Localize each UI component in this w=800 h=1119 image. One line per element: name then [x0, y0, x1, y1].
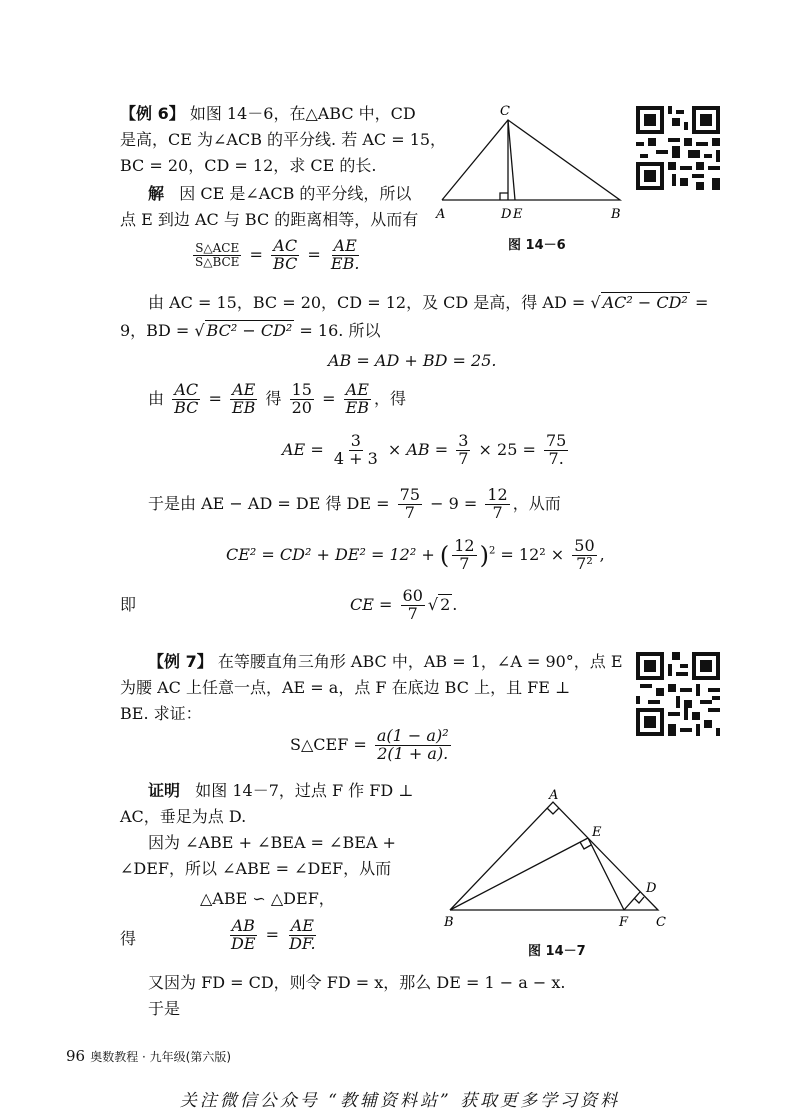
ce-end: . [452, 594, 458, 614]
ex7-line1 [148, 649, 623, 675]
prop-bc: BC [174, 397, 199, 417]
segment-ef [588, 838, 624, 910]
fig6-label-d: D [501, 207, 512, 222]
solution-tag: 解 [148, 184, 165, 203]
fig6-label-b: B [611, 207, 621, 222]
sim-ae: AE [290, 916, 314, 935]
ce-d7: 7 [407, 603, 418, 623]
segment-be [450, 838, 588, 910]
fig7-label-b: B [444, 915, 454, 930]
ce2-d49: 7² [576, 553, 593, 573]
de-value-line [148, 487, 561, 522]
from-pre: 由 [148, 388, 165, 408]
ad-sqrt: AC² − CD² [602, 293, 688, 312]
ratio-eb: EB. [330, 253, 360, 273]
ex6-solution-line1 [148, 181, 411, 207]
figure-14-6 [430, 100, 630, 250]
proof-line3: 因为 ∠ABE + ∠BEA = ∠BEA + [148, 833, 396, 852]
figure-14-7-caption: 图 14－7 [528, 944, 586, 959]
de-n12: 12 [487, 485, 508, 504]
ex6-line1 [120, 101, 416, 127]
figure-14-6-caption: 图 14－6 [508, 238, 566, 253]
ex7-line2: 为腰 AC 上任意一点，AE = a，点 F 在底边 BC 上，且 FE ⊥ [120, 678, 571, 697]
fig6-label-a: A [436, 207, 446, 222]
de-d7b: 7 [492, 502, 503, 522]
ji-label: 即 [120, 595, 137, 614]
promo-banner: 关注微信公众号 “教辅资料站” 获取更多学习资料 [179, 1091, 621, 1111]
similar-triangles: △ABE ∽ △DEF， [200, 889, 335, 908]
sim-de: DE [231, 933, 256, 953]
page-number: 96 [66, 1047, 86, 1065]
ce-lhs: CE = [350, 594, 393, 614]
prop-ae: AE [232, 380, 256, 399]
ab-sum-line: AB = AD + BD = 25. [328, 351, 497, 370]
fig7-label-d: D [646, 881, 657, 896]
ce-result-line: CE = $\frac{60}{7}$ √ 2 . [350, 586, 458, 623]
bd-text: 9，BD = [120, 321, 190, 340]
from-mid: 得 [265, 388, 282, 408]
ae-value-line [282, 433, 571, 468]
ce-sqrt2: 2 [440, 594, 451, 614]
right-angle-a [547, 808, 559, 814]
prop-20: 20 [291, 397, 312, 417]
ce2-d7: 7 [459, 553, 470, 573]
ad-text: 由 AC = 15，BC = 20，CD = 12，及 CD 是高，得 AD = [148, 293, 586, 312]
area-ratio-equation: $\frac{\text{S△ACE}}{\text{S△BCE}}$ = $\frac{AC}{BC}$ = $\frac{AE}{EB.}$ [195, 236, 360, 273]
de-m9: − 9 = [430, 493, 478, 513]
area-bce: S△BCE [195, 254, 240, 269]
ae-lhs: AE = [282, 439, 324, 459]
ex6-solution-line2: 点 E 到边 AC 与 BC 的距离相等，从而有 [120, 210, 419, 229]
ce2-end: , [599, 544, 605, 564]
de-pre: 于是由 AE − AD = DE 得 DE = [148, 493, 390, 513]
de-label: 得 [120, 929, 137, 948]
de-n75: 75 [399, 485, 420, 504]
area-ace: S△ACE [195, 241, 240, 256]
s-cef-num: a(1 − a)² [376, 726, 449, 745]
fig6-label-e: E [513, 207, 523, 222]
prop-eb: EB [231, 397, 256, 417]
figure-14-7 [440, 786, 680, 936]
ad-line: 由 AC = 15，BC = 20，CD = 12，及 CD 是高，得 AD = √ AC² − CD² = [148, 293, 709, 312]
proof-tag: 证明 [148, 781, 181, 800]
proof-text-1: 如图 14－7，过点 F 作 FD ⊥ [195, 781, 414, 800]
triangle-abc [442, 120, 620, 200]
ae-d43: 4 + 3 [333, 448, 378, 468]
fig7-label-a: A [549, 788, 559, 803]
ce2-n50: 50 [574, 536, 595, 555]
proof-line5: 又因为 FD = CD，则令 FD = x，那么 DE = 1 − a − x. [148, 973, 566, 992]
ae-d7b: 7. [548, 448, 564, 468]
s-cef-lhs: S△CEF = [290, 734, 367, 754]
fig7-label-e: E [592, 825, 602, 840]
ce-squared-line: CE² = CD² + DE² = 12² + ( $\frac{12}{7}$ )$^2$ = 12² × $\frac{50}{\text{7²}}$ , [226, 536, 605, 573]
bd-post: = 16. 所以 [299, 321, 381, 340]
ex7-line1-text: 在等腰直角三角形 ABC 中，AB = 1，∠A = 90°，点 E [217, 652, 623, 671]
qr-code-icon [636, 106, 720, 190]
from-end: ，得 [374, 388, 407, 408]
prop-ae2: AE [345, 380, 369, 399]
page-footer [66, 1046, 231, 1065]
prop-15: 15 [291, 380, 312, 399]
similar-ratio: $\frac{AB}{DE}$ = $\frac{AE}{DF.}$ [231, 916, 316, 953]
bd-sqrt: BC² − CD² [206, 321, 293, 340]
ce2-n12: 12 [454, 536, 475, 555]
prop-ac: AC [174, 380, 199, 399]
qr-code-icon [636, 652, 720, 736]
ae-d7: 7 [458, 448, 469, 468]
prop-eb2: EB [345, 397, 369, 417]
fig6-label-c: C [500, 104, 510, 119]
proof-line2: AC，垂足为点 D. [120, 807, 247, 826]
ae-n3: 3 [350, 431, 361, 450]
ex7-tag: 【例 7】 [148, 652, 213, 671]
ae-n75: 75 [545, 431, 567, 450]
ae-x25: × 25 = [478, 439, 536, 459]
proof-line4: ∠DEF，所以 ∠ABE = ∠DEF，从而 [120, 859, 392, 878]
ex7-line3: BE. 求证： [120, 704, 202, 723]
ce-n60: 60 [402, 586, 423, 605]
book-title: 奥数教程 · 九年级(第六版) [90, 1050, 231, 1064]
sim-ab: AB [231, 916, 255, 935]
proof-line1 [148, 778, 413, 804]
ratio-ae: AE [333, 236, 357, 255]
ratio-ac: AC [273, 236, 298, 255]
ratio-bc: BC [273, 253, 298, 273]
solution-text-1: 因 CE 是∠ACB 的平分线，所以 [179, 184, 412, 203]
ae-mid: × AB = [387, 439, 449, 459]
ce2-lhs: CE² = CD² + DE² = 12² + [226, 544, 435, 564]
s-cef-den: 2(1 + a). [377, 743, 449, 763]
de-d7: 7 [404, 502, 415, 522]
ae-n3b: 3 [458, 431, 469, 450]
proof-line6: 于是 [148, 999, 181, 1018]
right-angle-mark [500, 193, 508, 200]
area-cef-formula [290, 728, 454, 763]
right-angle-e [580, 842, 591, 849]
ce2-mid: = 12² × [500, 544, 565, 564]
bisector-ce [508, 120, 515, 200]
de-post: ，从而 [512, 493, 561, 513]
proportion-line: 由 $\frac{AC}{BC}$ = $\frac{AE}{EB}$ 得 $\frac{15}{20}$ = $\frac{AE}{EB}$ ，得 [148, 380, 407, 417]
ex6-line1-text: 如图 14－6，在△ABC 中，CD [189, 104, 416, 123]
sim-df: DF. [289, 933, 316, 953]
fig7-label-f: F [619, 915, 629, 930]
ad-eq: = [694, 293, 709, 312]
ex6-line3: BC = 20，CD = 12，求 CE 的长. [120, 156, 377, 175]
bd-line: 9，BD = √ BC² − CD² = 16. 所以 [120, 321, 381, 340]
ex6-line2: 是高，CE 为∠ACB 的平分线. 若 AC = 15， [120, 130, 447, 149]
fig7-label-c: C [656, 915, 666, 930]
ex6-tag: 【例 6】 [120, 104, 185, 123]
